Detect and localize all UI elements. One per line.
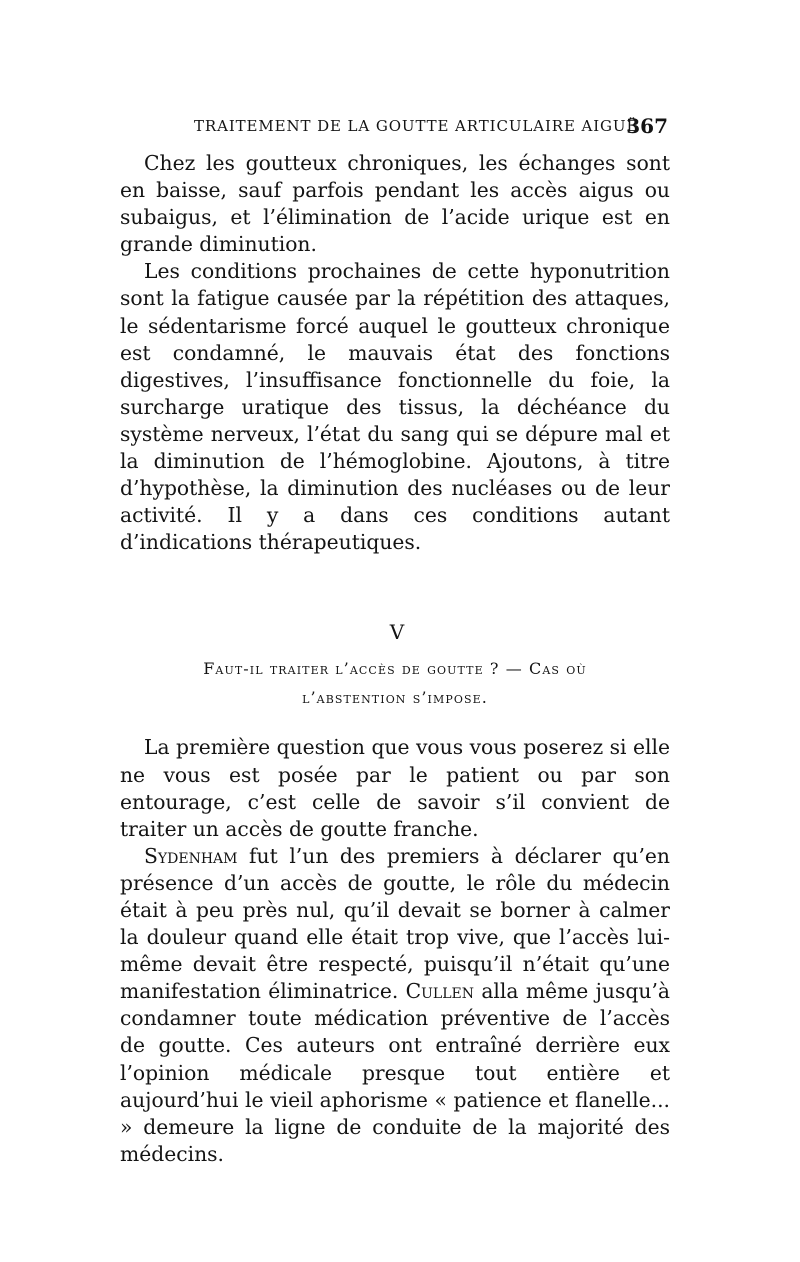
running-header [120, 114, 670, 144]
author-sydenham: Sydenham [144, 843, 238, 868]
paragraph-chronic-gout: Chez les goutteux chroniques, les échanges sont en baisse, sauf parfois pendant les accès aigus ou subaigus, et l’élimination de l’acide urique est en grande diminution. [120, 151, 670, 257]
book-page [120, 114, 670, 1168]
section-title-line-2: l’abstention s’impose. [302, 688, 488, 708]
paragraph-sydenham-text-2: alla même jusqu’à condamner toute médication préventive de l’accès de goutte. Ces auteurs ont entraîné derrière eux l’opinion médicale presque tout entière et aujourd’hui le vieil aphorisme « patience et flanelle... » demeure la ligne de conduite de la majorité des médecins. [120, 979, 670, 1166]
section-number: V [389, 620, 405, 645]
author-cullen: Cullen [405, 979, 474, 1004]
paragraph-first-question: La première question que vous vous poserez si elle ne vous est posée par le patient ou par son entourage, c’est celle de savoir s’il convient de traiter un accès de goutte franche. [120, 735, 670, 841]
paragraph-hyponutrition: Les conditions prochaines de cette hyponutrition sont la fatigue causée par la répétition des attaques, le sédentarisme forcé auquel le goutteux chronique est condamné, le mauvais état des fonctions digestives, l’insuffisance fonctionnelle du foie, la surcharge uratique des tissus, la déchéance du système nerveux, l’état du sang qui se dépure mal et la diminution de l’hémoglobine. Ajoutons, à titre d’hypothèse, la diminution des nucléases ou de leur activité. Il y a dans ces conditions autant d’indications thérapeutiques. [120, 259, 670, 555]
section-title [120, 654, 670, 712]
section-title-line-1: Faut-il traiter l’accès de goutte ? — Cas où [203, 659, 587, 679]
paragraph-sydenham-text-1: fut l’un des premiers à déclarer qu’en présence d’un accès de goutte, le rôle du médecin était à peu près nul, qu’il devait se borner à calmer la douleur quand elle était trop vive, que l’accès lui-même devait être respecté, puisqu’il n’était qu’une manifestation éliminatrice. [120, 843, 670, 1004]
running-title: TRAITEMENT DE LA GOUTTE ARTICULAIRE AIGUË [194, 117, 639, 135]
page-number: 367 [626, 114, 668, 138]
paragraph-sydenham [120, 843, 670, 1168]
